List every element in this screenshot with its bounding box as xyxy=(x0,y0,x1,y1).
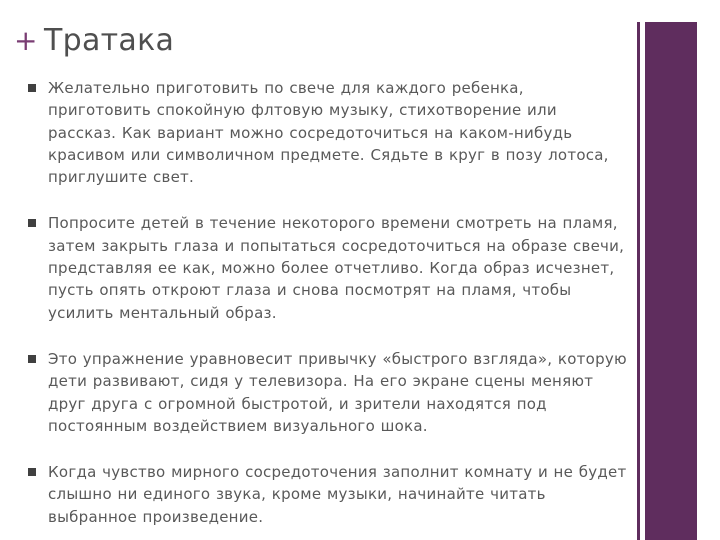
slide-title: Тратака xyxy=(44,23,175,58)
bullet-text: Когда чувство мирного сосредоточения заполнит комнату и не будет слышно ни единого звука, кроме музыки, начинайте читать выбранное произведение. xyxy=(48,463,627,526)
accent-line xyxy=(637,22,640,540)
square-bullet-icon xyxy=(28,355,36,363)
square-bullet-icon xyxy=(28,219,36,227)
bullet-item xyxy=(28,77,628,188)
bullet-text: Это упражнение уравновесит привычку «быстрого взгляда», которую дети развивают, сидя у телевизора. На его экране сцены меняют друг друга с огромной быстротой, и зрители находятся под постоянным воздействием визуального шока. xyxy=(48,349,627,435)
bullet-text: Желательно приготовить по свече для каждого ребенка, приготовить спокойную флтовую музыку, стихотворение или рассказ. Как вариант можно сосредоточиться на каком-нибудь красивом или символичном предмете. Сядьте в круг в позу лотоса, приглушите свет. xyxy=(48,79,609,187)
square-bullet-icon xyxy=(28,468,36,476)
bullet-item xyxy=(28,212,628,323)
bullet-item xyxy=(28,348,628,437)
bullet-item xyxy=(28,461,628,528)
square-bullet-icon xyxy=(28,84,36,92)
bullet-text: Попросите детей в течение некоторого времени смотреть на пламя, затем закрыть глаза и попытаться сосредоточиться на образе свечи, представляя ее как, можно более отчетливо. Когда образ исчезнет, пусть опять откроют глаза и снова посмотрят на пламя, чтобы усилить ментальный образ. xyxy=(48,214,625,322)
plus-icon: + xyxy=(14,24,38,57)
bullet-list xyxy=(28,77,628,528)
accent-bar xyxy=(645,22,697,540)
